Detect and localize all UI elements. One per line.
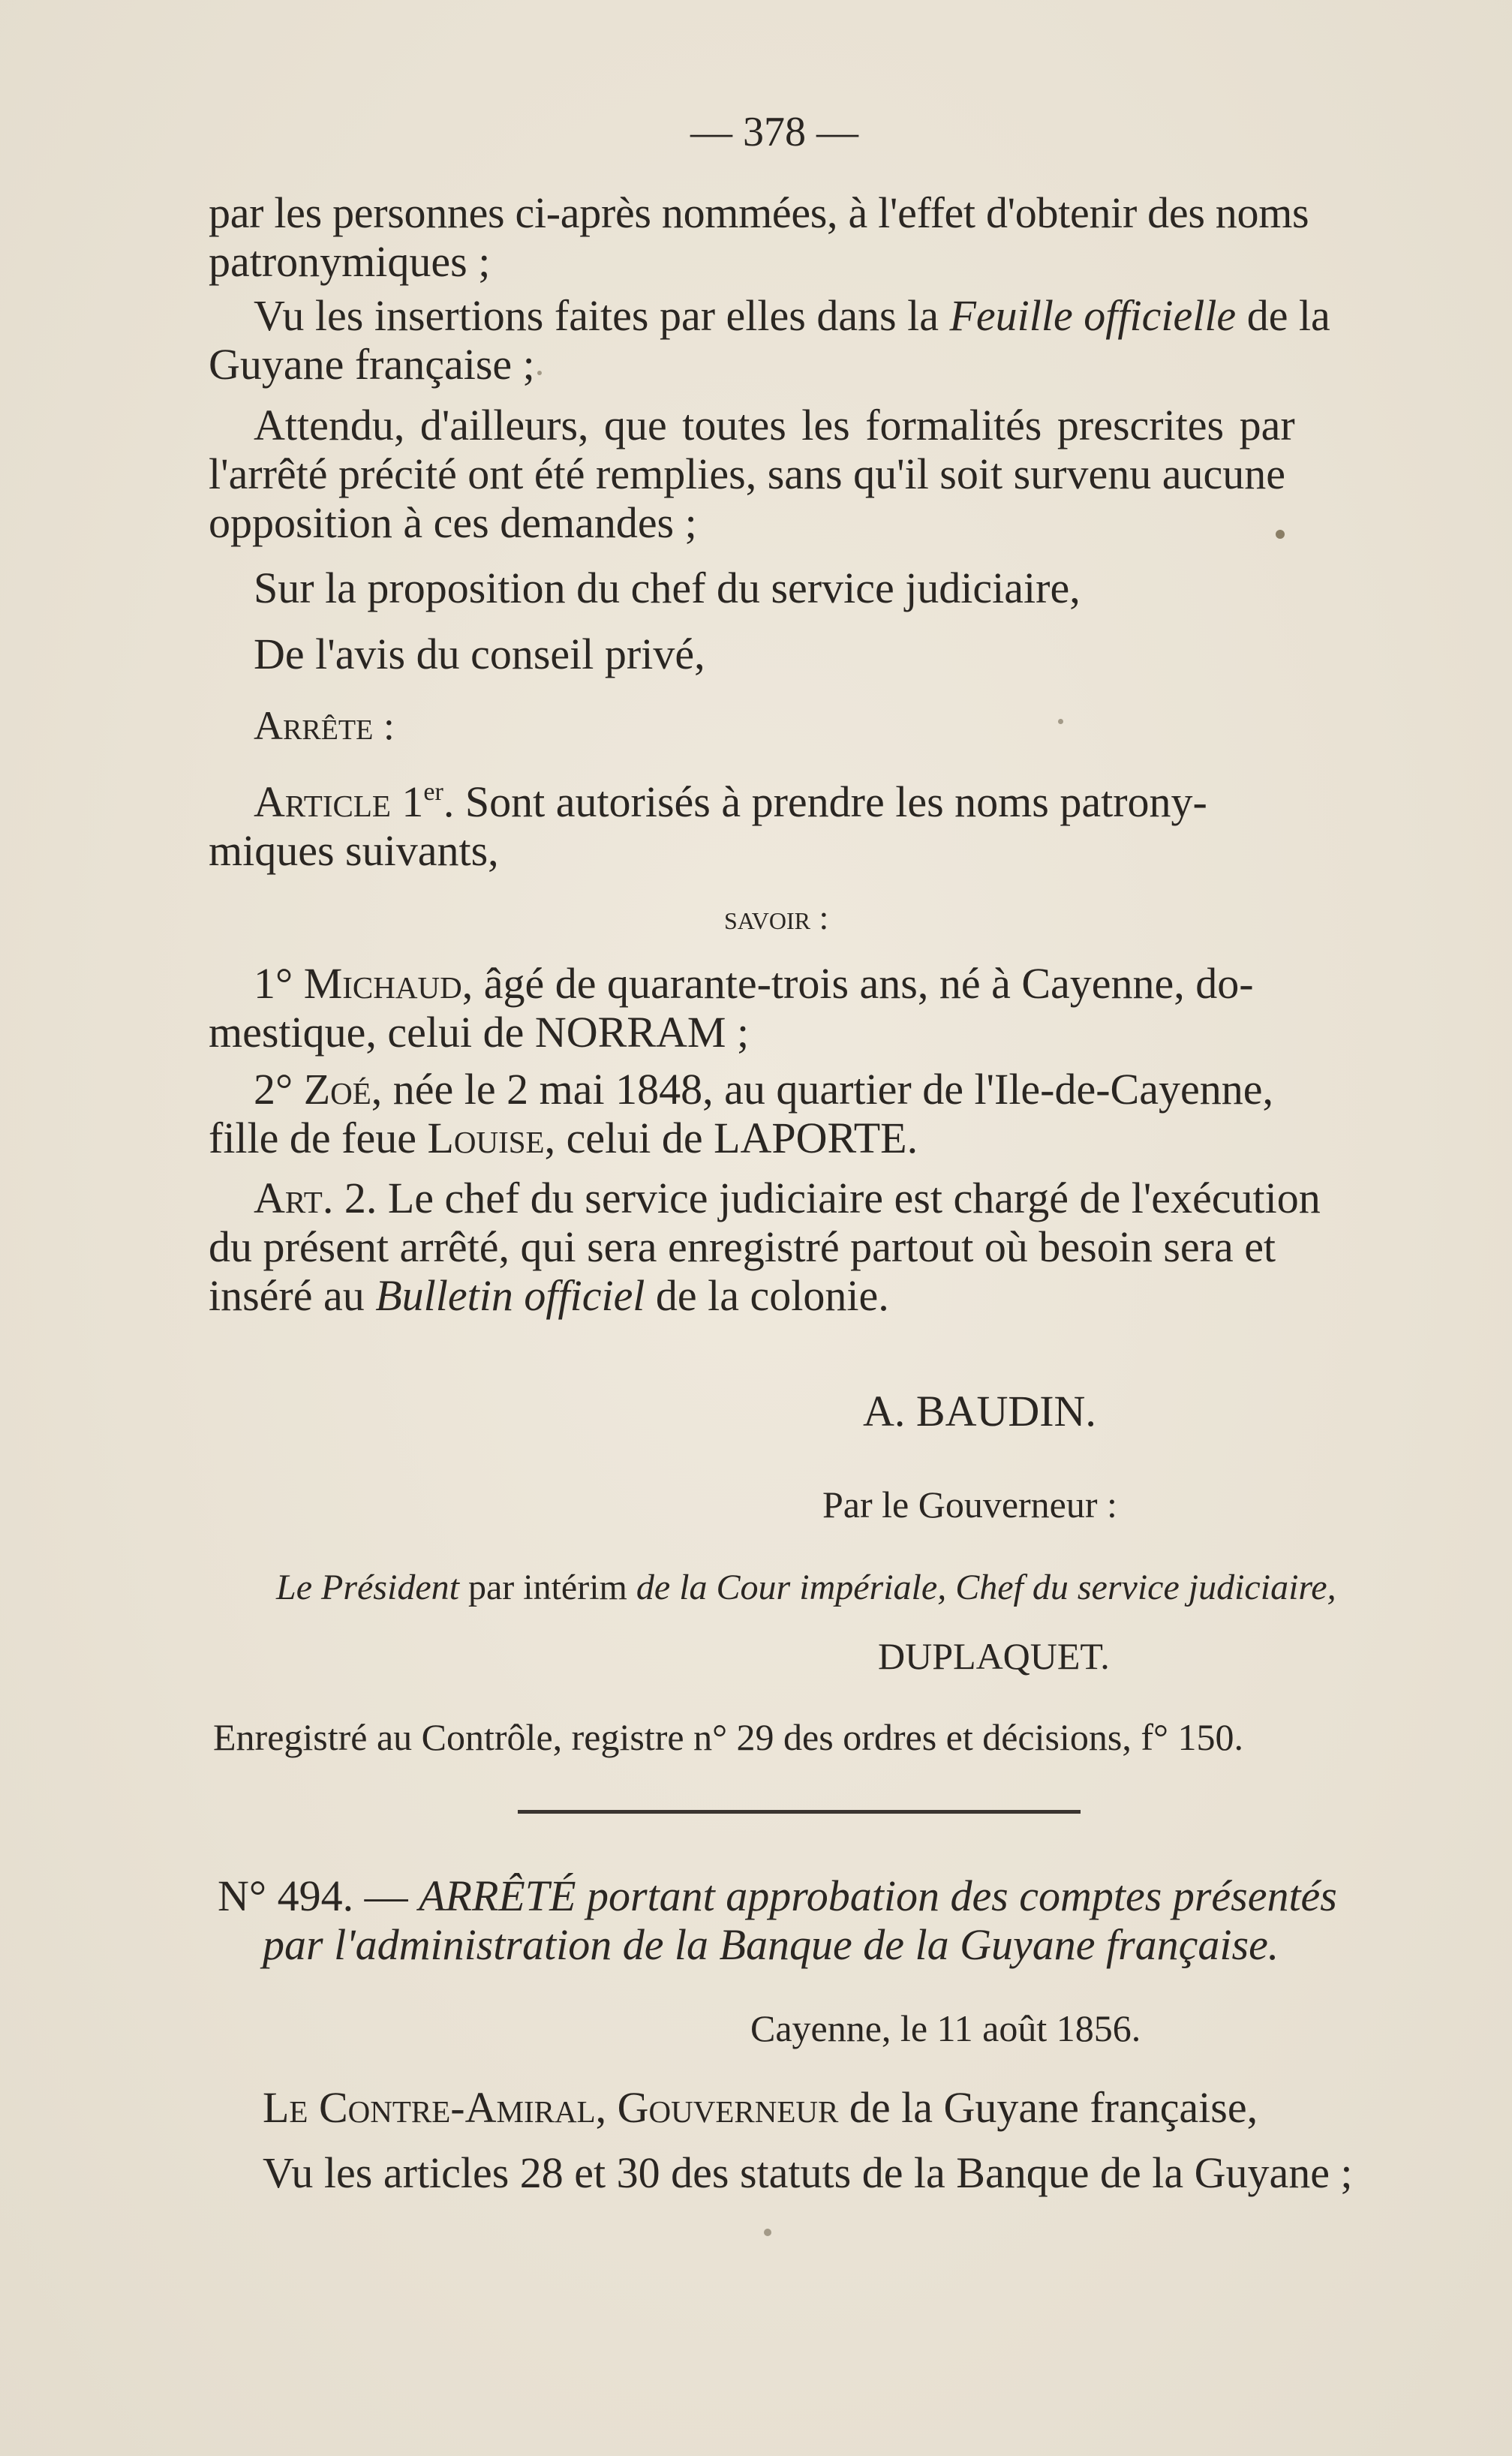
savoir-heading: savoir : — [724, 898, 829, 936]
paper-speck — [764, 2229, 771, 2236]
arrete-heading: Arrête : — [254, 703, 395, 748]
text-line: l'arrêté précité ont été remplies, sans qu'il soit survenu aucune — [209, 449, 1285, 498]
text-line: miques suivants, — [209, 826, 499, 875]
text-line: du présent arrêté, qui sera enregistré partout où besoin sera et — [209, 1222, 1276, 1271]
president-line: Le Président par intérim de la Cour impériale, Chef du service judiciaire, — [276, 1568, 1336, 1607]
decree-heading: N° 494. — ARRÊTÉ portant approbation des comptes présentés — [218, 1871, 1337, 1920]
text-line: Article 1er. Sont autorisés à prendre les noms patrony- — [254, 777, 1207, 826]
text-line: patronymiques ; — [209, 237, 491, 286]
par-le-gouverneur: Par le Gouverneur : — [822, 1484, 1117, 1526]
text-line: inséré au Bulletin officiel de la colonie. — [209, 1271, 889, 1320]
text-line: De l'avis du conseil privé, — [254, 630, 705, 678]
text-line: Guyane française ; — [209, 340, 535, 389]
paper-speck — [1276, 530, 1285, 539]
text-line: fille de feue Louise, celui de LAPORTE. — [209, 1114, 918, 1162]
text-line: par les personnes ci-après nommées, à l'effet d'obtenir des noms — [209, 188, 1309, 237]
text-line: Vu les articles 28 et 30 des statuts de la Banque de la Guyane ; — [263, 2148, 1353, 2197]
text-line: 1° Michaud, âgé de quarante-trois ans, né à Cayenne, do- — [254, 959, 1254, 1008]
text-line: Art. 2. Le chef du service judiciaire est chargé de l'exécution — [254, 1174, 1321, 1222]
section-divider — [518, 1810, 1081, 1814]
text-line: Sur la proposition du chef du service judiciaire, — [254, 564, 1081, 612]
decree-date: Cayenne, le 11 août 1856. — [750, 2007, 1141, 2049]
text-line: Vu les insertions faites par elles dans la Feuille officielle de la — [254, 291, 1330, 340]
paper-speck — [1058, 719, 1063, 724]
text-line: Attendu, d'ailleurs, que toutes les formalités prescrites par — [254, 401, 1295, 449]
text-line: Le Contre-Amiral, Gouverneur de la Guyane française, — [263, 2083, 1258, 2132]
paper-speck — [537, 371, 542, 375]
italic-title: Feuille officielle — [949, 291, 1237, 340]
italic-title: Bulletin officiel — [375, 1271, 645, 1320]
text-line: 2° Zoé, née le 2 mai 1848, au quartier de l'Ile-de-Cayenne, — [254, 1065, 1273, 1114]
text-line: mestique, celui de NORRAM ; — [209, 1008, 750, 1057]
decree-heading-cont: par l'administration de la Banque de la Guyane française. — [263, 1920, 1279, 1969]
page-number: — 378 — — [690, 109, 858, 155]
text-line: opposition à ces demandes ; — [209, 498, 697, 547]
signature-baudin: A. BAUDIN. — [863, 1387, 1096, 1435]
registration-note: Enregistré au Contrôle, registre n° 29 des ordres et décisions, f° 150. — [213, 1716, 1243, 1758]
signature-duplaquet: DUPLAQUET. — [878, 1635, 1110, 1677]
